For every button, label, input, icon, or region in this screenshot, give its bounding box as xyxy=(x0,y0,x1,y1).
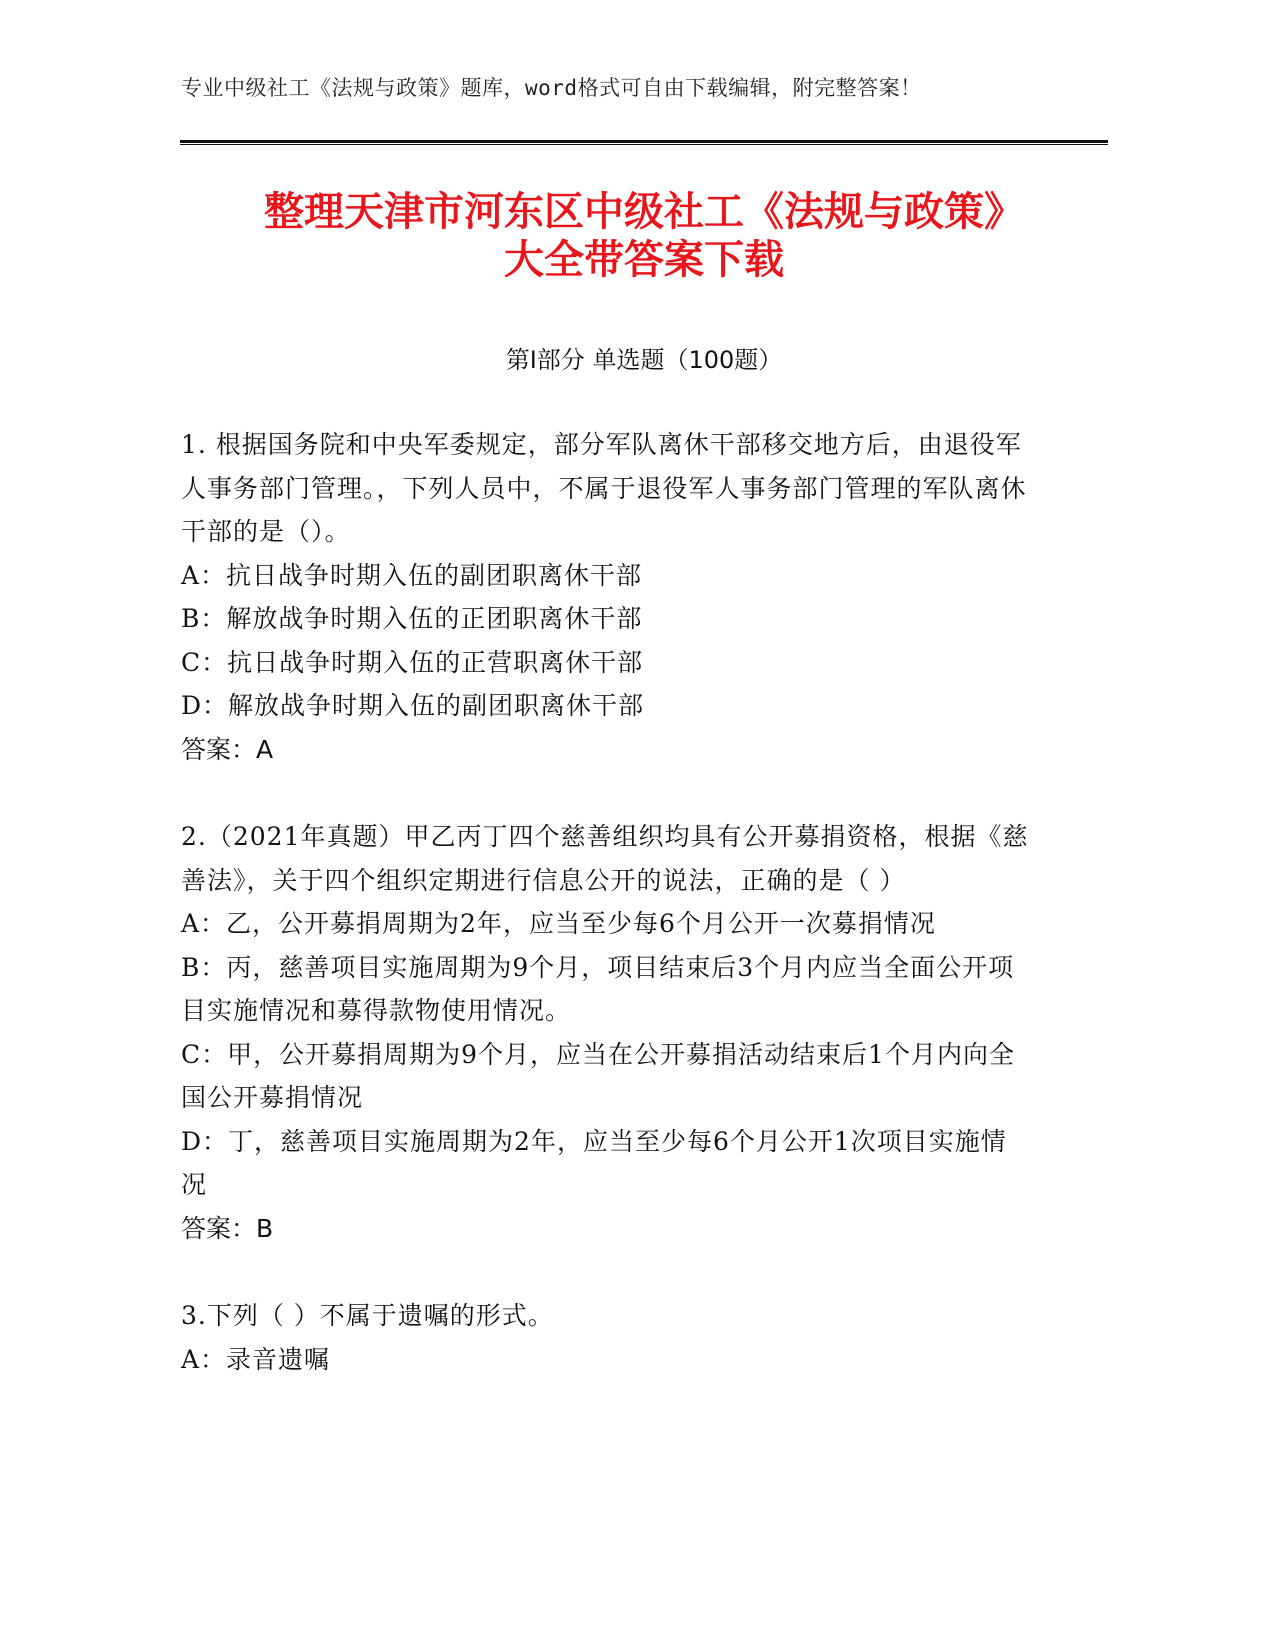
question-3 xyxy=(181,1294,1031,1381)
question-text: 3.下列（ ）不属于遗嘱的形式。 xyxy=(181,1301,554,1330)
question-spacer xyxy=(181,1250,1031,1294)
option-a: A：乙，公开募捐周期为2年，应当至少每6个月公开一次募捐情况 xyxy=(181,909,936,938)
option-c: C：抗日战争时期入伍的正营职离休干部 xyxy=(181,647,644,677)
question-spacer xyxy=(181,771,1031,815)
title-line-2: 大全带答案下载 xyxy=(504,237,784,283)
header-divider xyxy=(180,140,1108,145)
page-header: 专业中级社工《法规与政策》题库，word格式可自由下载编辑，附完整答案！ xyxy=(181,76,922,100)
answer: 答案：B xyxy=(181,1213,274,1243)
question-list xyxy=(181,423,1031,1381)
section-heading: 第Ⅰ部分 单选题（100题） xyxy=(505,346,783,374)
title-line-1: 整理天津市河东区中级社工《法规与政策》 xyxy=(264,189,1024,235)
question-text: 1. 根据国务院和中央军委规定，部分军队离休干部移交地方后，由退役军人事务部门管理。，下列人员中，不属于退役军人事务部门管理的军队离休干部的是（）。 xyxy=(181,430,1027,546)
question-2 xyxy=(181,815,1031,1250)
question-1 xyxy=(181,423,1031,771)
question-text: 2.（2021年真题）甲乙丙丁四个慈善组织均具有公开募捐资格，根据《慈善法》，关于四个组织定期进行信息公开的说法，正确的是（ ） xyxy=(181,822,1029,895)
option-b: B：解放战争时期入伍的正团职离休干部 xyxy=(181,604,643,633)
option-a: A：录音遗嘱 xyxy=(181,1344,331,1374)
document-title xyxy=(160,188,1128,284)
option-b: B：丙，慈善项目实施周期为9个月，项目结束后3个月内应当全面公开项目实施情况和募得款物使用情况。 xyxy=(181,952,1015,1025)
option-d: D：解放战争时期入伍的副团职离休干部 xyxy=(181,691,645,720)
option-d: D：丁，慈善项目实施周期为2年，应当至少每6个月公开1次项目实施情况 xyxy=(181,1126,1007,1199)
option-c: C：甲，公开募捐周期为9个月，应当在公开募捐活动结束后1个月内向全国公开募捐情况 xyxy=(181,1039,1015,1112)
option-a: A：抗日战争时期入伍的副团职离休干部 xyxy=(181,560,643,590)
answer: 答案：A xyxy=(181,734,274,764)
